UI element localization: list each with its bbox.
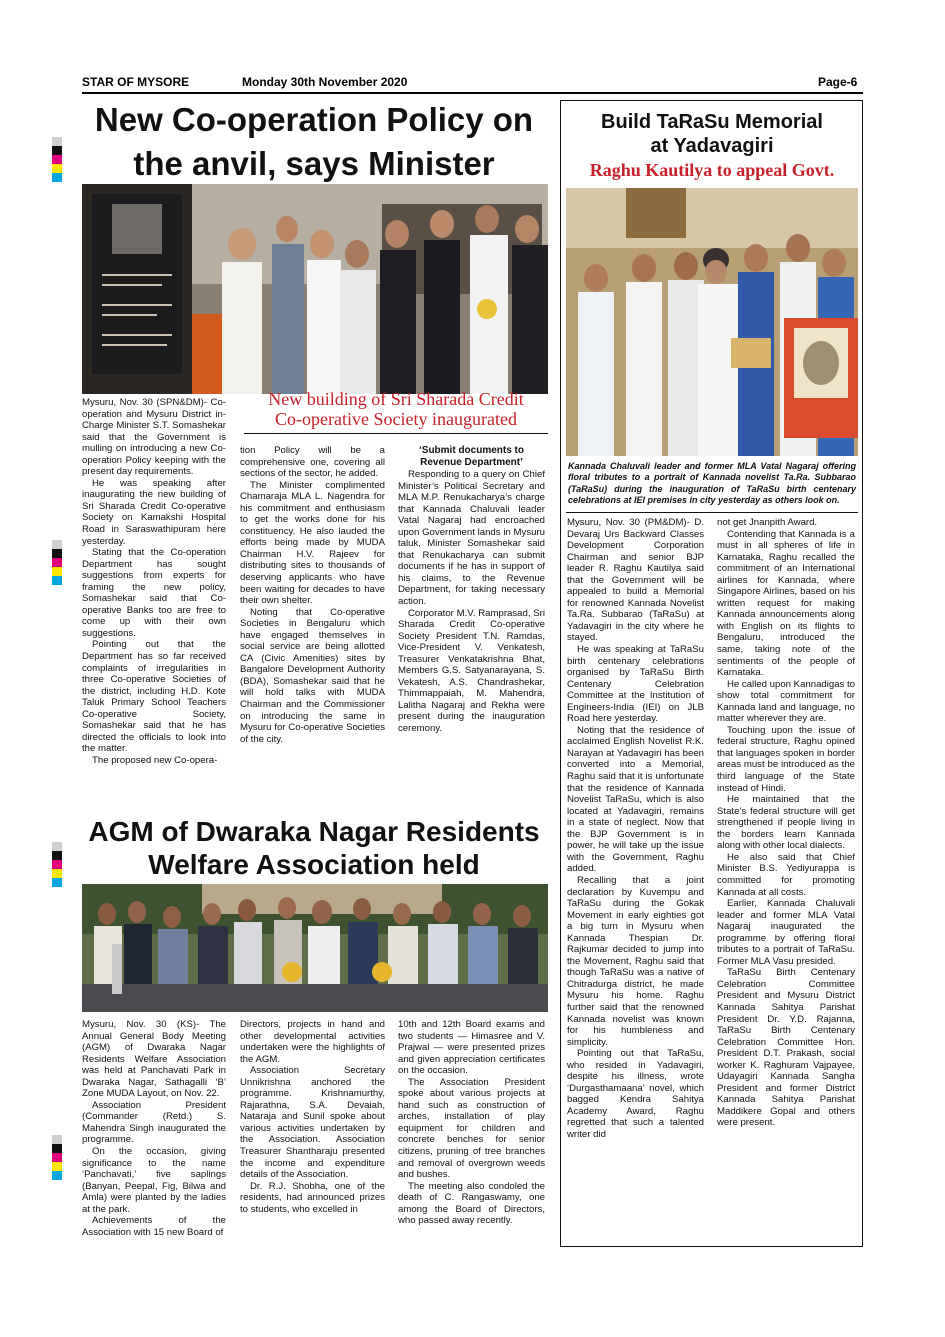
story1-col3-para: Corporator M.V. Ramprasad, Sri Sharada Credit Co-operative Society President T.N. Ramdas, Vice-President V. Venkatesh, Treasurer Venkatakrishna Bhat, Members G.S. Satyanarayana, S. Vekatesh, A.S. Chandrashekar, Thimmappaiah, M. Mahendra, Lalitha Nagaraj and Rekha were present during the inauguration ceremony. (398, 607, 545, 735)
story3-col2-para: Contending that Kannada is a must in all spheres of life in Karnataka, Raghu recalled the commitment of an International airlines for Kannada, where Singapore Airlines, based on his written request for making Kannada announcements along with English on its flights to Bengaluru, introduced the same, taking note of the sentiments of the people of Karnataka. (717, 528, 855, 679)
story2-headline-line1: AGM of Dwaraka Nagar Residents (88, 816, 540, 847)
story1-headline-line1: New Co-operation Policy on (94, 101, 534, 138)
story2-col3-para: The Association President spoke about various projects at hand such as construction of arches, installation of play equipment for children and concrete benches for senior citizens, pruning of tree branches and removal of overgrown weeds and bushes. (398, 1076, 545, 1181)
header-rule (82, 92, 863, 94)
story3-col2-para: Earlier, Kannada Chaluvali leader and former MLA Vatal Nagaraj inaugurated the programme by offering floral tributes to a portrait of TaRaSu. Former MLA Vasu presided. (717, 898, 855, 967)
story1-col2-para: The Minister complimented Chamaraja MLA L. Nagendra for his commitment and enthusiasm to get the works done for his constituency. He also lauded the efforts being made by MUDA Chairman H.V. Rajeev for distributing sites to thousands of deserving applicants who have been waiting for decades to have their own shelter. (240, 479, 385, 607)
story1-subhead-line1: New building of Sri Sharada Credit (268, 389, 524, 409)
story3-col2-para: TaRaSu Birth Centenary Celebration Committee President and Mysuru District Kannada Sahitya Parishat President Dr. Y.D. Rajanna, TaRaSu Birth Centenary Celebration Committee Hon. President D.T. Prakash, social worker K. Raghuram Vajpayee, Udayagiri Kannada Sangha President and former District Kannada Sahitya Parishat Maddikere Gopal and others were present. (717, 967, 855, 1129)
story1-subhead-line2: Co-operative Society inaugurated (275, 409, 517, 429)
story3-col1-para: Recalling that a joint declaration by Kuvempu and TaRaSu during the Gokak Movement in early eighties got a big turn in Mysuru when Kannada Thespian Dr. Rajkumar decided to jump into the Movement, Raghu said that though TaRaSu was a native of Chitradurga district, he made Mysuru his home. Raghu further said that the renowned Kannada novelist was known for his humbleness and simplicity. (567, 874, 704, 1048)
story1-col3-para: Responding to a query on Chief Minister’s Political Secretary and MLA M.P. Renukacharya’s charge that Kannada Chaluvali leader Vatal Nagaraj had encroached upon Government lands in Mysuru taluk, Minister Somashekar said that Renukacharya can submit documents if he has in support of his claims, to the Revenue Department, for taking necessary action. (398, 469, 545, 608)
story3-col2-para: He also said that Chief Minister B.S. Yediyurappa is committed for promoting Kannada at all costs. (717, 851, 855, 898)
story3-column-1 (567, 517, 704, 1141)
registration-mark (52, 842, 62, 887)
story1-col1-para: Stating that the Co-operation Department has sought suggestions from experts for framing the new policy, Somashekar said that Co-operative Banks too are free to come up with their own suggestions. (82, 547, 226, 639)
story1-headline-line2: the anvil, says Minister (133, 145, 495, 182)
story2-col2-para: Dr. R.J. Shobha, one of the residents, had announced prizes to students, who excelled in (240, 1180, 385, 1215)
registration-mark (52, 540, 62, 585)
story3-col1-para: He was speaking at TaRaSu birth centenary celebrations organised by TaRaSu Birth Centenary Celebration Committee at the Institution of Engineers-India (IEI) on JLB Road here yesterday. (567, 644, 704, 725)
story1-crosshead (398, 445, 545, 469)
story2-headline-line2: Welfare Association held (148, 849, 480, 880)
story1-col1-para: Mysuru, Nov. 30 (SPN&DM)- Co-operation and Mysuru District in-Charge Minister S.T. Somashekar said that the Government is mulling on introducing a new Co-operation Policy keeping with the present day requirements. (82, 397, 226, 478)
story2-col2-para: Association Secretary Unnikrishna anchored the programme. Krishnamurthy, Rajarathna, S.A. Devaiah, Nataraja and Sunil spoke about various activities undertaken by the Association. Association Treasurer Shantharaju presented the income and expenditure details of the Association. (240, 1065, 385, 1181)
story3-col1-para: Pointing out that TaRaSu, who resided in Yadavagiri, despite his illness, wrote ‘Durgasthamaana’ novel, which bagged Kendra Sahitya Academy Award, Raghu regretted that such a talented writer did (567, 1048, 704, 1140)
story2-col3-para: 10th and 12th Board exams and two students — Himasree and V. Prajwal — were presented prizes and given appreciation certificates on the occasion. (398, 1019, 545, 1077)
story3-subhead: Raghu Kautilya to appeal Govt. (589, 160, 835, 180)
story2-col1-para: Mysuru, Nov. 30 (KS)- The Annual General Body Meeting (AGM) of Dwaraka Nagar Residents Welfare Association was held at Panchavati Park in Dwaraka Nagar, Sathagalli ‘B’ Zone MUDA Layout, on Nov. 22. (82, 1019, 226, 1100)
story3-column-2 (717, 517, 855, 1129)
story2-col1-para: Association President (Commander (Retd.) S. Mahendra Singh inaugurated the programme. (82, 1099, 226, 1146)
story1-col1-para: He was speaking after inaugurating the new building of Sri Sharada Credit Co-operative Society on Kamakshi Hospital Road in Saraswathipuram here yesterday. (82, 477, 226, 547)
story1-col2-para: Noting that Co-operative Societies in Bengaluru which have engaged themselves in social service are being allotted CA (Civic Amenities) sites by Bangalore Development Authority (BDA), Somashekar said that he will hold talks with MUDA Chairman and the Commissioner on introducing the same in Mysuru for Co-operative Societies of the city. (240, 606, 385, 745)
story3-photo-caption: Kannada Chaluvali leader and former MLA Vatal Nagaraj offering floral tributes to a portrait of Kannada novelist Ta.Ra. Subbarao (TaRaSu) during the inauguration of TaRaSu birth centenary celebrations at IEI premises in city yesterday as others look on. (568, 461, 856, 505)
registration-mark (52, 1135, 62, 1180)
story3-col2-para: Touching upon the issue of federal structure, Raghu opined that languages spoken in border areas must be introduced as the third language of the State instead of Hindi. (717, 724, 855, 794)
story3-col1-para: Mysuru, Nov. 30 (PM&DM)- D. Devaraj Urs Backward Classes Development Corporation Chairman and senior BJP leader R. Raghu Kautilya said that the Government will be appealed to build a Memorial for renowned Kannada Novelist Ta.Ra. Subbarao (TaRaSu) at Yadavagiri in the city where he stayed. (567, 517, 704, 644)
story3-headline-line1: Build TaRaSu Memorial (601, 111, 823, 133)
story3-photo (566, 188, 858, 456)
story2-headline (78, 815, 550, 881)
crosshead-line1: ‘Submit documents to (419, 445, 524, 456)
story2-column-3 (398, 1019, 545, 1227)
issue-date: Monday 30th November 2020 (242, 75, 408, 89)
story1-photo (82, 184, 548, 394)
subhead-rule (244, 433, 548, 434)
story3-headline (562, 110, 862, 158)
story1-column-2 (240, 445, 385, 745)
story1-col1-para: The proposed new Co-opera- (92, 754, 218, 766)
caption-rule (566, 512, 858, 513)
story1-headline (78, 98, 550, 186)
story1-col1-para: Pointing out that the Department has so far received complaints of irregularities in three Co-operative Societies of the district, including H.D. Kote Taluk Primary School Teachers Co-operative Society, Somashekar said that he has directed the officials to look into the matter. (82, 639, 226, 755)
paper-name: STAR OF MYSORE (82, 75, 190, 89)
story1-column-1 (82, 397, 226, 767)
story2-photo (82, 884, 548, 1012)
story2-column-1 (82, 1019, 226, 1238)
story2-col3-para: The meeting also condoled the death of C. Rangaswamy, one among the Board of Directors, who passed away recently. (398, 1180, 545, 1227)
story3-col2-para: He called upon Kannadigas to show total commitment for Kannada land and language, no matter wherever they are. (717, 678, 856, 725)
story1-subhead (244, 389, 548, 429)
story2-column-2 (240, 1019, 385, 1215)
registration-mark (52, 137, 62, 182)
story2-col1-para: Achievements of the Association with 15 new Board of (82, 1215, 226, 1238)
story1-column-3 (398, 445, 545, 735)
story3-col1-para: Noting that the residence of acclaimed English Novelist R.K. Narayan at Yadavagiri has been converted into a Memorial, Raghu said that it is unfortunate that the residence of Kannada Novelist TaRaSu, which is also located at Yadavagiri, remains in a state of neglect. Now that the BJP Government is in power, he will take up the issue with the Government, Raghu added. (567, 724, 704, 875)
page-number: Page-6 (818, 75, 858, 89)
story1-col2-para: tion Policy will be a comprehensive one, covering all sections of the sector, he added. (240, 445, 385, 480)
story3-headline-line2: at Yadavagiri (650, 135, 774, 157)
story2-col2-para: Directors, projects in hand and other developmental activities undertaken were the highlights of the AGM. (240, 1019, 385, 1065)
story3-col2-para: not get Jnanpith Award. (717, 517, 818, 528)
story3-col2-para: He maintained that the State’s federal structure will get strengthened if people living in the borders learn Kannada along with other local dialects. (717, 794, 855, 852)
crosshead-line2: Revenue Department’ (420, 457, 523, 468)
story2-col1-para: On the occasion, giving significance to the name ‘Panchavati,’ five saplings (Banyan, Peepal, Fig, Bilwa and Amla) were planted by the ladies at the park. (82, 1146, 226, 1215)
